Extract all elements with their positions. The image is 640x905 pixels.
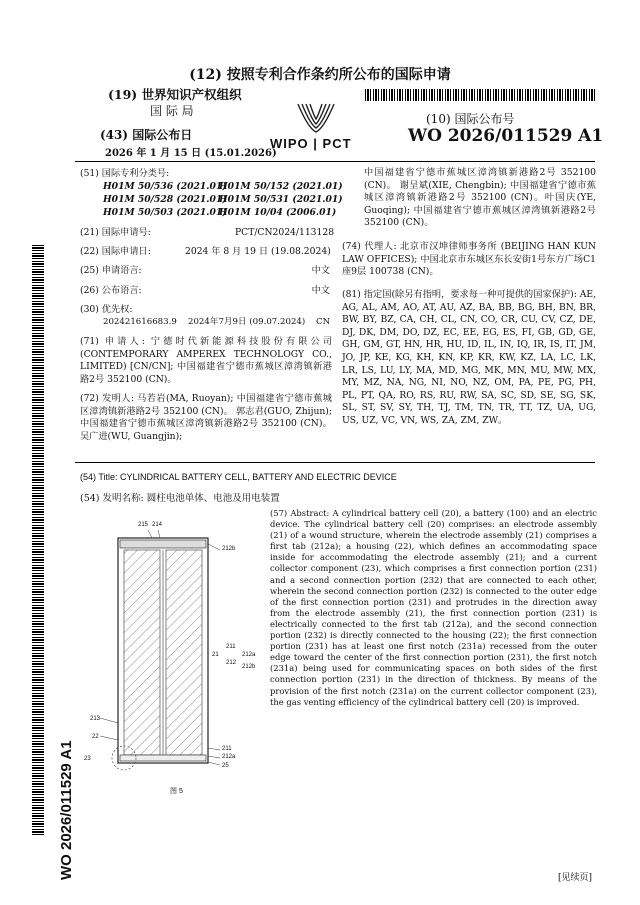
- ipc-code: H01M 50/528 (2021.01): [103, 194, 227, 205]
- battery-cell-drawing: [80, 518, 270, 798]
- pub-number: WO 2026/011529 A1: [408, 126, 604, 146]
- fig-label: 212: [226, 660, 237, 666]
- pub-date: 2026 年 1 月 15 日 (15.01.2026): [105, 148, 277, 159]
- org-bureau: 国 际 局: [150, 104, 194, 118]
- title-en: (54) Title: CYLINDRICAL BATTERY CELL, BATTERY AND ELECTRIC DEVICE: [80, 472, 397, 482]
- fig-label: 22: [92, 734, 99, 740]
- lang: 中文: [311, 265, 330, 276]
- abstract: (57) Abstract: A cylindrical battery cell (20), a battery (100) and an electric device. The cylindrical battery cell (20) comprises: an electrode assembly (21) of a wound structure, wherein the electrode assembly (21) comprises a first tab (212a); a housing (22), which defines an accommodating space inside for accommodating the electrode assembly (21); and a current collector component (23), which comprises a first connection portion (231) and a second connection portion (232) that are connected to each other, wherein the second connection portion (232) is connected to the outer edge of the first connection portion (231) and protrudes in the direction away from the electrode assembly (21), the first connection portion (231) is electrically connected to the first tab (212a), and the second connection portion (232) is directly connected to the housing (22); the first connection portion (231) has at least one first notch (231a) recessed from the outer edge toward the center of the first connection portion (231), the first notch (231a) being used for communicating spaces on both sides of the first connection portion (231) in the direction of thickness. By means of the provision of the first notch (231a) on the current collector component (23), the gas venting efficiency of the cylindrical battery cell (20) is improved.: [270, 508, 597, 707]
- wipo-logo: [268, 98, 364, 153]
- fig-label: 25: [222, 763, 229, 769]
- priority-no: 202421616683.9: [103, 317, 177, 327]
- fig-label: 211: [222, 746, 232, 752]
- pub-date-label: (43) 国际公布日: [100, 128, 193, 142]
- side-pub-number: WO 2026/011529 A1: [58, 740, 75, 880]
- app-no-label: (21) 国际申请号:: [80, 227, 151, 238]
- figure-5: [80, 518, 270, 798]
- pub-lang: 中文: [311, 285, 330, 296]
- figure-caption: 图 5: [170, 788, 183, 795]
- inventors: (72) 发明人: 马若岩(MA, Ruoyan); 中国福建省宁德市蕉城区漳湾镇新港路2号 352100 (CN)。 郭志君(GUO, Zhijun); 中国福建省宁德市蕉城区漳湾镇新港路2号 352100 (CN)。 吴广进(WU, Guangjin);: [80, 393, 332, 442]
- fig-label: 215: [138, 522, 149, 528]
- fig-label: 23: [84, 756, 91, 762]
- fig-label: 212a: [222, 754, 236, 760]
- designated-states: (81) 指定国(除另有指明，要求每一种可提供的国家保护): AE, AG, AL, AM, AO, AT, AU, AZ, BA, BB, BG, BH, BN, BR, BW, BY, BZ, CA, CH, CL, CN, CO, CR, CU, CV, CZ, DE, DJ, DK, DM, DO, DZ, EC, EE, EG, ES, FI, GB, GD, GE, GH, GM, GT, HN, HR, HU, ID, IL, IN, IQ, IR, IS, IT, JM, JO, JP, KE, KG, KH, KN, KP, KR, KW, KZ, LA, LC, LK, LR, LS, LU, LY, MA, MD, MG, MK, MN, MU, MW, MX, MY, MZ, NA, NG, NI, NO, NZ, OM, PA, PE, PG, PH, PL, PT, QA, RO, RS, RU, RW, SA, SC, SD, SE, SG, SK, SL, ST, SV, SY, TH, TJ, TM, TN, TR, TT, TZ, UA, UG, US, UZ, VC, VN, WS, ZA, ZM, ZW。: [342, 289, 596, 426]
- ipc-code: H01M 50/152 (2021.01): [219, 181, 343, 192]
- ipc-code: H01M 50/536 (2021.01): [103, 181, 227, 192]
- wipo-pct-wordmark: WIPO | PCT: [270, 136, 352, 151]
- priority-date: 2024年7月9日 (09.07.2024): [188, 317, 306, 327]
- fig-label: 214: [152, 522, 163, 528]
- pub-no-label: (10) 国际公布号: [426, 112, 515, 126]
- document-title: (12) 按照专利合作条约所公布的国际申请: [189, 67, 451, 83]
- continued-note: [见续页]: [558, 873, 593, 883]
- app-no: PCT/CN2024/113128: [235, 227, 335, 238]
- header-barcode: [365, 89, 595, 101]
- pub-lang-label: (26) 公布语言:: [80, 285, 142, 296]
- filing-label: (22) 国际申请日:: [80, 246, 151, 257]
- header-rule: [75, 161, 595, 162]
- ipc-label: (51) 国际专利分类号:: [80, 168, 170, 179]
- agent: (74) 代理人: 北京市汉坤律师事务所 (BEIJING HAN KUN LAW OFFICES); 中国北京市东城区东长安街1号东方广场C1座9层 100738 (CN)。: [342, 241, 596, 278]
- priority-country: CN: [316, 317, 331, 327]
- inventors-continued: 中国福建省宁德市蕉城区漳湾镇新港路2号 352100 (CN)。 谢呈斌(XIE, Chengbin); 中国福建省宁德市蕉城区漳湾镇新港路2号 352100 (CN)。叶国庆(YE, Guoqing); 中国福建省宁德市蕉城区漳湾镇新港路2号 352100 (CN)。: [364, 167, 596, 229]
- ipc-code: H01M 10/04 (2006.01): [219, 207, 337, 218]
- wipo-emblem-icon: [268, 98, 364, 138]
- fig-label: 212b: [222, 546, 236, 552]
- titles-rule: [75, 462, 595, 463]
- fig-label: 212a: [242, 652, 256, 658]
- lang-label: (25) 申请语言:: [80, 265, 142, 276]
- org-name: (19) 世界知识产权组织: [108, 87, 242, 102]
- applicant: (71) 申请人: 宁德时代新能源科技股份有限公司 (CONTEMPORARY AMPEREX TECHNOLOGY CO., LIMITED) [CN/CN]; 中国福建省宁德市蕉城区漳湾镇新港路2号 352100 (CN)。: [80, 336, 332, 385]
- fig-label: 213: [90, 716, 101, 722]
- priority-label: (30) 优先权:: [80, 304, 133, 315]
- fig-label: 211: [226, 644, 236, 650]
- ipc-code: H01M 50/531 (2021.01): [219, 194, 343, 205]
- fig-label: 212b: [242, 664, 256, 670]
- filing-date: 2024 年 8 月 19 日 (19.08.2024): [185, 246, 331, 257]
- title-cn: (54) 发明名称: 圆柱电池单体、电池及用电装置: [80, 493, 280, 504]
- fig-label: 21: [212, 652, 219, 658]
- ipc-code: H01M 50/503 (2021.01): [103, 207, 227, 218]
- side-barcode: [32, 245, 44, 835]
